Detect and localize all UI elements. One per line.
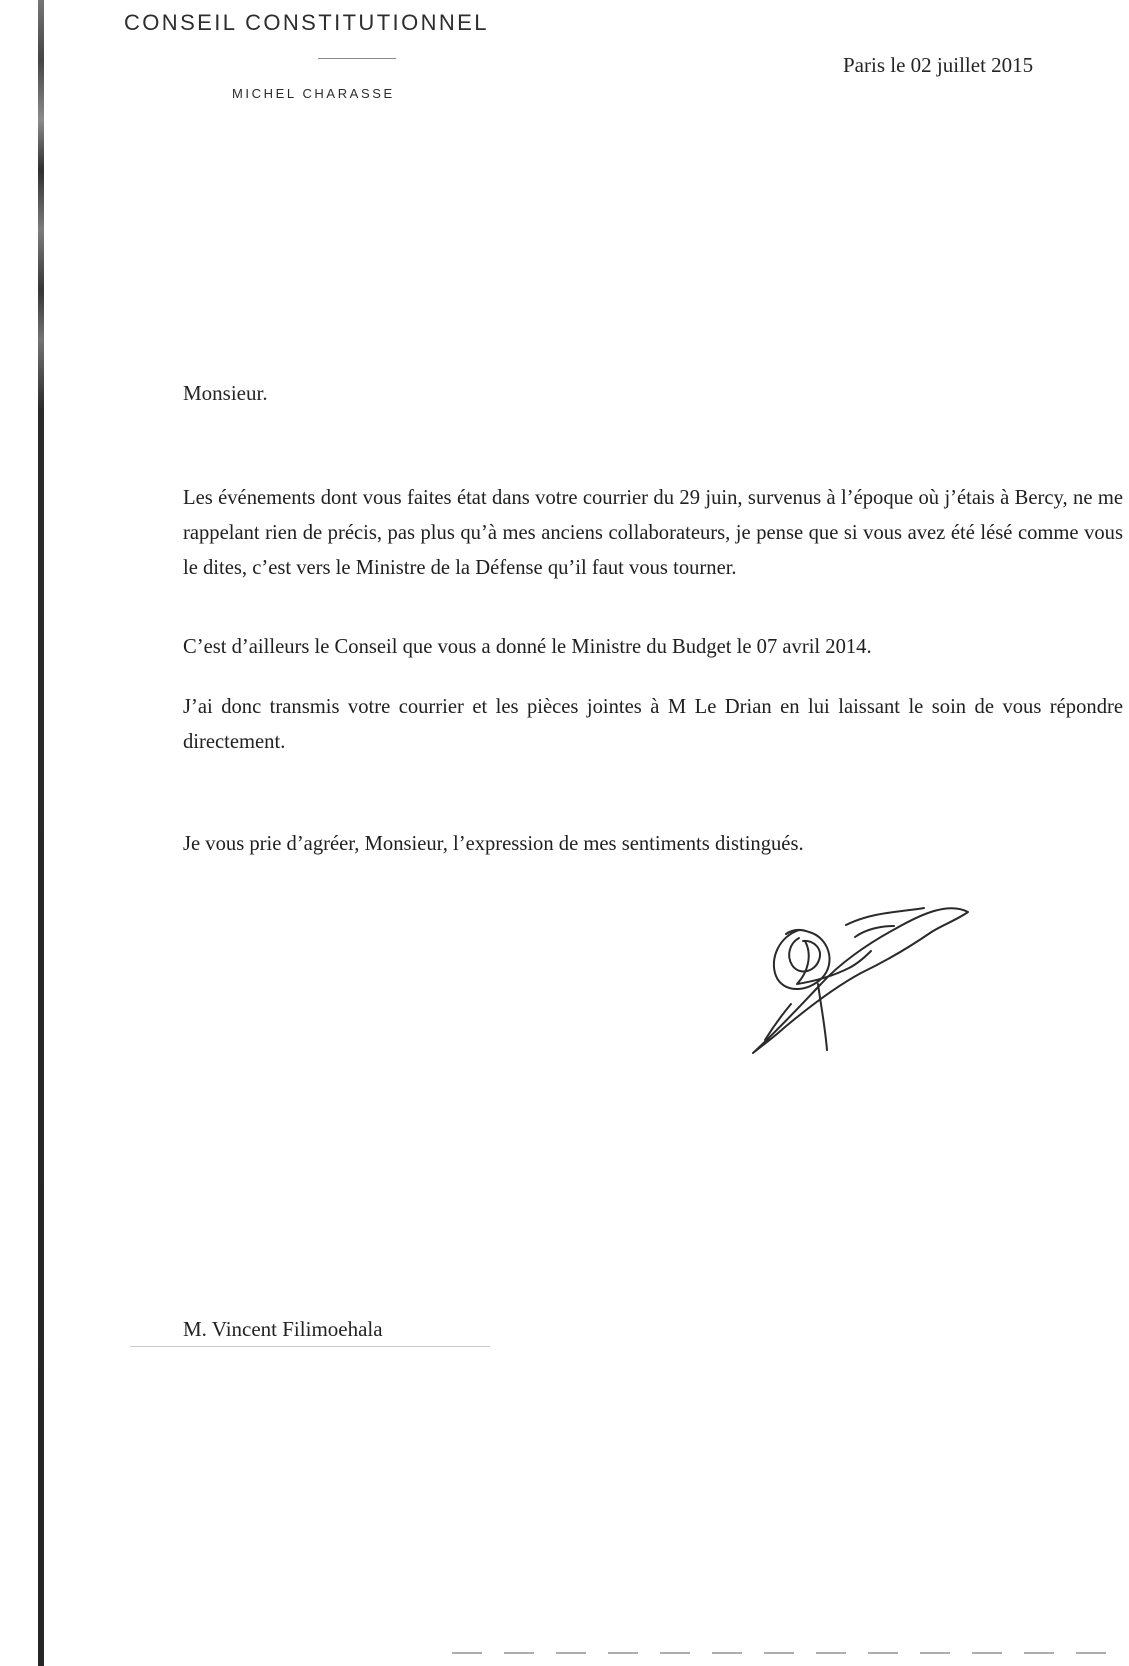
body-paragraph-2: C’est d’ailleurs le Conseil que vous a donné le Ministre du Budget le 07 avril 2014. bbox=[183, 636, 872, 658]
recipient-underline bbox=[130, 1346, 490, 1347]
letterhead-divider bbox=[318, 58, 396, 59]
bottom-dashed-line bbox=[452, 1652, 1122, 1654]
letterhead-institution: CONSEIL CONSTITUTIONNEL bbox=[124, 10, 489, 35]
signature-mark bbox=[745, 898, 975, 1068]
salutation: Monsieur. bbox=[183, 381, 268, 405]
body-paragraph-3: J’ai donc transmis votre courrier et les pièces jointes à M Le Drian en lui laissant le soin de vous répondre directement. bbox=[183, 696, 1123, 753]
body-paragraph-1: Les événements dont vous faites état dans votre courrier du 29 juin, survenus à l’époque où j’étais à Bercy, ne me rappelant rien de précis, pas plus qu’à mes anciens collaborateurs, je pense que si vous avez été lésé comme vous le dites, c’est vers le Ministre de la Défense qu’il faut vous tourner. bbox=[183, 487, 1123, 579]
recipient-name: M. Vincent Filimoehala bbox=[183, 1317, 383, 1341]
closing-line: Je vous prie d’agréer, Monsieur, l’expression de mes sentiments distingués. bbox=[183, 833, 804, 855]
scan-edge-shadow bbox=[38, 0, 44, 1666]
letterhead-member-name: MICHEL CHARASSE bbox=[232, 86, 395, 101]
date-line: Paris le 02 juillet 2015 bbox=[843, 53, 1034, 77]
